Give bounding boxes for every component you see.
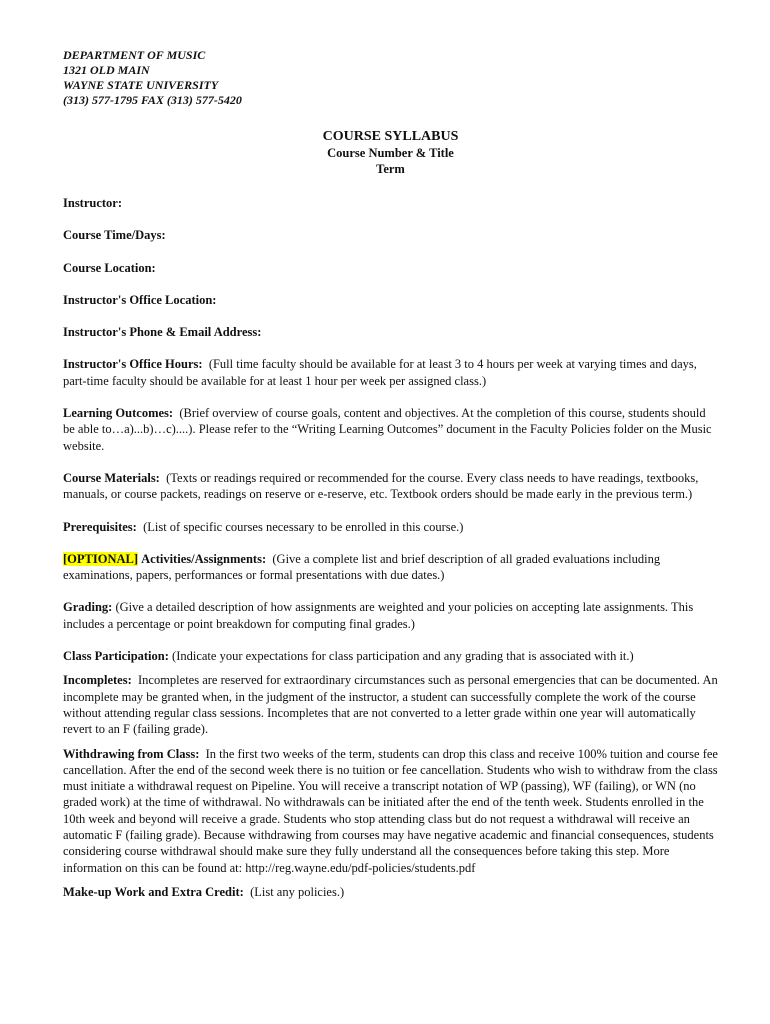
incompletes-section: [63, 672, 718, 737]
department-letterhead: [63, 48, 718, 108]
grading-label: Grading:: [63, 600, 113, 615]
department-address: 1321 OLD MAIN: [63, 63, 150, 77]
prerequisites-section: [63, 519, 718, 535]
phone-email-label: Instructor's Phone & Email Address:: [63, 325, 262, 340]
participation-section: [63, 648, 718, 664]
syllabus-page: [63, 48, 718, 900]
makeup-section: [63, 884, 718, 900]
withdrawing-label: Withdrawing from Class:: [63, 746, 200, 761]
learning-outcomes-label: Learning Outcomes:: [63, 406, 174, 421]
instructor-label: Instructor:: [63, 196, 123, 210]
course-time-field: [63, 227, 718, 243]
instructor-field: [63, 195, 718, 211]
course-location-label: Course Location:: [63, 260, 156, 275]
university-name: WAYNE STATE UNIVERSITY: [63, 78, 219, 92]
course-materials-label: Course Materials:: [63, 470, 160, 485]
syllabus-header: [63, 128, 718, 177]
participation-text: (Indicate your expectations for class participation and any grading that is associated with it.): [172, 649, 634, 664]
prerequisites-label: Prerequisites:: [63, 519, 137, 534]
activities-text: (Give a complete list and brief description of all graded evaluations including examinations, papers, performances or formal presentations with due dates.): [63, 551, 661, 583]
office-hours-text: (Full time faculty should be available for at least 3 to 4 hours per week at varying times and days, part-time faculty should be available for at least 1 hour per week per assigned class.): [63, 357, 697, 388]
course-materials-section: [63, 470, 718, 503]
learning-outcomes-section: [63, 405, 718, 454]
course-location-field: [63, 260, 718, 276]
learning-outcomes-text: (Brief overview of course goals, content and objectives. At the completion of this course, students should be able to…a)...b)…c)....). Please refer to the “Writing Learning Outcomes” document in the Faculty Policies folder on the Music website.: [63, 406, 712, 453]
grading-section: [63, 599, 718, 632]
incompletes-text: Incompletes are reserved for extraordinary circumstances such as personal emergencies that can be documented. An incomplete may be granted when, in the judgment of the instructor, a student can successfully complete the work of the course without attending regular class sessions. Incompletes that are not converted to a letter grade within one year will automatically revert to an F (failing grade).: [63, 673, 718, 737]
incompletes-label: Incompletes:: [63, 673, 132, 688]
department-phone-fax: (313) 577-1795 FAX (313) 577-5420: [63, 93, 242, 107]
makeup-text: (List any policies.): [250, 884, 345, 899]
withdrawal-policy-link[interactable]: http://reg.wayne.edu/pdf-policies/students.pdf: [245, 860, 476, 875]
office-location-label: Instructor's Office Location:: [63, 292, 217, 307]
course-term: Term: [376, 162, 405, 176]
office-location-field: [63, 292, 718, 308]
course-time-label: Course Time/Days:: [63, 228, 166, 243]
participation-label: Class Participation:: [63, 649, 169, 664]
withdrawing-section: [63, 746, 718, 876]
activities-label: Activities/Assignments:: [141, 551, 267, 566]
phone-email-field: [63, 324, 718, 340]
optional-tag: [OPTIONAL]: [63, 551, 138, 566]
office-hours-label: Instructor's Office Hours:: [63, 357, 203, 372]
activities-section: [63, 551, 718, 584]
course-number-title: Course Number & Title: [327, 146, 454, 160]
department-name: DEPARTMENT OF MUSIC: [63, 48, 206, 62]
grading-text: (Give a detailed description of how assignments are weighted and your policies on accepting late assignments. This includes a percentage or point breakdown for computing final grades.): [63, 600, 694, 631]
withdrawing-text: In the first two weeks of the term, students can drop this class and receive 100% tuition and course fee cancellation. After the end of the second week there is no tuition or fee cancellation. Students who wish to withdraw from the class must initiate a withdrawal request on Pipeline. You will receive a transcript notation of WP (passing), WF (failing), or WN (no graded work) at the time of withdrawal. No withdrawals can be initiated after the end of the tenth week. Students enrolled in the 10th week and beyond will receive a grade. Students who stop attending class but do not request a withdrawal will receive an automatic F (failing grade). Because withdrawing from courses may have negative academic and financial consequences, students considering course withdrawal should make sure they fully understand all the consequences before taking this step. More information on this can be found at:: [63, 746, 718, 875]
page-title: COURSE SYLLABUS: [322, 129, 459, 144]
prerequisites-text: (List of specific courses necessary to be enrolled in this course.): [143, 519, 464, 534]
office-hours-section: [63, 356, 718, 389]
course-materials-text: (Texts or readings required or recommended for the course. Every class needs to have readings, textbooks, manuals, or course packets, readings on reserve or e-reserve, etc. Textbook orders should be made early in the previous term.): [63, 470, 699, 502]
makeup-label: Make-up Work and Extra Credit:: [63, 884, 244, 899]
